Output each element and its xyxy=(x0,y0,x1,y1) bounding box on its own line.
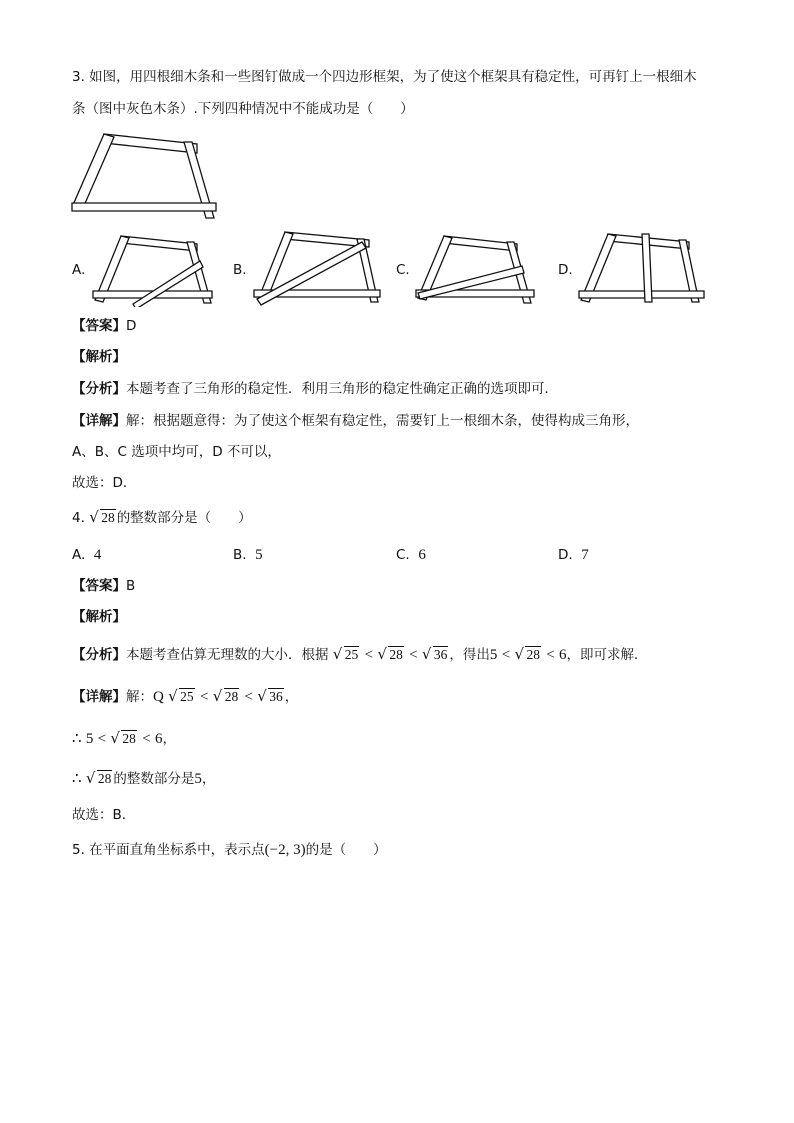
xiangjie-tag: 【详解】 xyxy=(72,413,126,429)
q4-answer: B xyxy=(126,578,136,594)
q5-point: (−2, 3) xyxy=(264,842,306,858)
number-5: 5 xyxy=(489,647,498,663)
q3-option-a-figure xyxy=(90,232,220,307)
less-than: < xyxy=(97,731,107,747)
q3-answer: D xyxy=(126,318,137,334)
q3-stem-line2: 条（图中灰色木条）.下列四种情况中不能成功是（ ） xyxy=(72,101,414,117)
less-than: < xyxy=(199,689,209,705)
sqrt-28: √ 28 xyxy=(110,729,136,747)
sqrt-36: √ 36 xyxy=(257,687,283,705)
sqrt-28: √ 28 xyxy=(377,645,403,663)
fenxi-tag: 【分析】 xyxy=(72,647,126,663)
less-than: < xyxy=(364,647,374,663)
q4-number: 4. xyxy=(72,510,85,526)
sqrt-36: √ 36 xyxy=(421,645,448,663)
q3-answer-line xyxy=(72,316,136,336)
q5-stem-pre: 5. 在平面直角坐标系中，表示点 xyxy=(72,842,265,858)
number-6: 6 xyxy=(559,647,567,663)
q3-abc-line: A、B、C 选项中均可，D 不可以， xyxy=(72,444,281,460)
q3-option-b-figure xyxy=(252,228,382,308)
answer-tag: 【答案】 xyxy=(72,578,126,594)
number-6: 6 xyxy=(154,731,163,747)
q3-stem-line1: 3. 如图，用四根细木条和一些图钉做成一个四边形框架，为了使这个框架具有稳定性，可再钉上一根细木 xyxy=(72,69,697,85)
q3-choose-line: 故选：D． xyxy=(72,475,137,491)
sqrt-28: √ 28 xyxy=(89,508,115,526)
sqrt-28: √ 28 xyxy=(514,645,540,663)
less-than: < xyxy=(501,647,511,663)
q5-stem xyxy=(72,840,387,860)
q4-analysis-tag: 【解析】 xyxy=(72,609,126,625)
q3-xiangjie-line xyxy=(72,411,639,431)
answer-tag: 【答案】 xyxy=(72,318,126,334)
comma: ， xyxy=(162,731,176,747)
q3-fenxi: 本题考查了三角形的稳定性．利用三角形的稳定性确定正确的选项即可． xyxy=(126,381,558,397)
fenxi-tag: 【分析】 xyxy=(72,381,126,397)
q4-xiangjie-pre: 解： xyxy=(126,689,153,705)
q3-analysis-tag: 【解析】 xyxy=(72,349,126,365)
q4-fenxi-text: 本题考查估算无理数的大小．根据 xyxy=(126,647,329,663)
because-symbol: Q xyxy=(153,689,164,705)
sqrt-28: √ 28 xyxy=(85,769,112,787)
q3-option-c-figure xyxy=(414,232,544,307)
q4-fenxi-mid: ，得出 xyxy=(449,647,490,663)
q4-fenxi-line xyxy=(72,645,648,665)
less-than: < xyxy=(546,647,555,663)
frame-top-plank xyxy=(104,134,197,153)
q3-fenxi-line xyxy=(72,379,558,399)
q4-option-d: D. 7 xyxy=(558,547,589,563)
comma: ， xyxy=(284,689,299,705)
frame-bottom-plank xyxy=(72,203,216,211)
q4-stem xyxy=(72,508,252,528)
comma: ， xyxy=(201,771,216,787)
less-than: < xyxy=(244,689,253,705)
q3-option-c-label: C. xyxy=(396,262,410,278)
therefore-symbol: ∴ xyxy=(72,731,82,747)
q4-stem-text: 的整数部分是（ ） xyxy=(116,510,252,526)
q3-xiangjie: 解：根据题意得：为了使这个框架有稳定性，需要钉上一根细木条，使得构成三角形， xyxy=(126,413,639,429)
q4-fenxi-post: ，即可求解． xyxy=(566,647,648,663)
sqrt-25: √ 25 xyxy=(168,687,194,705)
therefore-symbol: ∴ xyxy=(72,771,82,787)
number-5: 5 xyxy=(85,731,94,747)
number-5: 5 xyxy=(194,771,202,787)
q3-option-d-figure xyxy=(576,230,708,308)
sqrt-25: √ 25 xyxy=(332,645,359,663)
q4-option-a: A. 4 xyxy=(72,547,102,563)
q4-choose-line: 故选：B． xyxy=(72,807,136,823)
q4-xiangjie-line xyxy=(72,687,298,707)
q4-option-b: B. 5 xyxy=(233,547,263,563)
q4-integer-text: 的整数部分是 xyxy=(113,771,195,787)
q5-stem-post: 的是（ ） xyxy=(305,842,387,858)
q4-answer-line xyxy=(72,576,135,596)
q3-option-a-label: A. xyxy=(72,262,86,278)
q3-option-d-label: D. xyxy=(558,262,573,278)
q4-therefore-line1 xyxy=(72,729,176,749)
frame-left-plank xyxy=(73,134,114,208)
quadrilateral-frame-figure xyxy=(66,126,226,226)
q4-option-c: C. 6 xyxy=(396,547,426,563)
xiangjie-tag: 【详解】 xyxy=(72,689,126,705)
less-than: < xyxy=(142,731,151,747)
sqrt-28: √ 28 xyxy=(212,687,239,705)
q3-option-b-label: B. xyxy=(233,262,247,278)
q4-therefore-line2 xyxy=(72,769,215,789)
less-than: < xyxy=(409,647,418,663)
